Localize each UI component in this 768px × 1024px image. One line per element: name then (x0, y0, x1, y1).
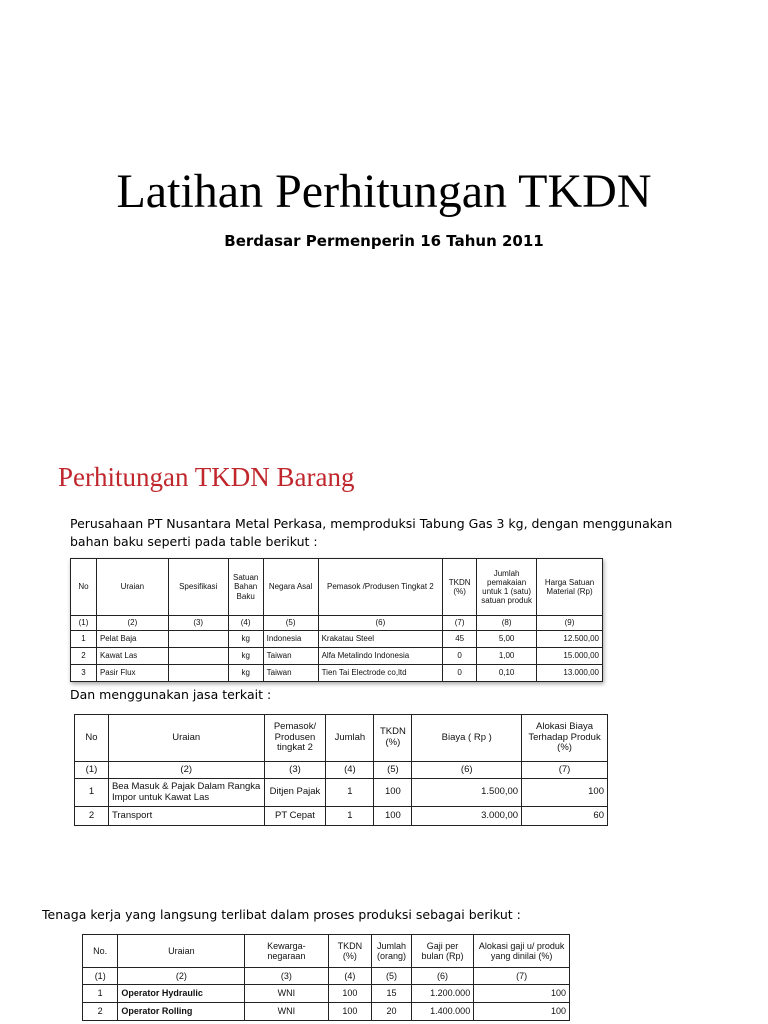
table-cell: 60 (522, 807, 608, 826)
table-cell: 1.400.000 (411, 1003, 473, 1021)
table-cell: Taiwan (263, 648, 318, 665)
table-cell: 1 (326, 779, 374, 807)
table-number-cell: (6) (318, 616, 443, 631)
table-number-cell: (1) (75, 762, 109, 779)
table-cell: 1.500,00 (412, 779, 522, 807)
table-number-cell: (2) (118, 968, 245, 985)
table-cell: WNI (245, 985, 328, 1003)
table-header-cell: Gaji per bulan (Rp) (411, 935, 473, 968)
table-cell: 100 (474, 1003, 570, 1021)
table-header-cell: No (75, 715, 109, 762)
section-title: Perhitungan TKDN Barang (58, 462, 355, 492)
page-subtitle: Berdasar Permenperin 16 Tahun 2011 (224, 232, 544, 250)
table-cell: 1 (326, 807, 374, 826)
table-number-cell: (7) (522, 762, 608, 779)
table-row (71, 631, 603, 648)
table-number-cell: (8) (477, 616, 537, 631)
table-number-cell: (4) (228, 616, 263, 631)
services-intro: Dan menggunakan jasa terkait : (70, 687, 272, 702)
table-header-cell: No (71, 559, 97, 616)
table-header-cell: TKDN (%) (443, 559, 477, 616)
table-row (75, 807, 608, 826)
table-row (71, 665, 603, 682)
table-cell: 15 (372, 985, 412, 1003)
table-cell: Bea Masuk & Pajak Dalam Rangka Impor untuk Kawat Las (108, 779, 264, 807)
table-number-cell: (6) (411, 968, 473, 985)
table-numbering-row (83, 968, 570, 985)
intro-paragraph (70, 515, 672, 551)
table-cell (168, 665, 228, 682)
labor-table (82, 934, 570, 1021)
table-row (75, 779, 608, 807)
table-cell: Pasir Flux (96, 665, 168, 682)
table-number-cell: (1) (83, 968, 118, 985)
table-cell: 1 (71, 631, 97, 648)
table-header-cell: Jumlah pemakaian untuk 1 (satu) satuan produk (477, 559, 537, 616)
table-cell: kg (228, 648, 263, 665)
table-header-cell: Pemasok /Produsen Tingkat 2 (318, 559, 443, 616)
table-header-row (83, 935, 570, 968)
table-header-cell: No. (83, 935, 118, 968)
table-cell: 100 (328, 1003, 372, 1021)
table-numbering-row (71, 616, 603, 631)
raw-material-table (70, 558, 603, 682)
table-number-cell: (9) (537, 616, 603, 631)
table-row (83, 985, 570, 1003)
table-cell: kg (228, 631, 263, 648)
table-row (83, 1003, 570, 1021)
table-number-cell: (7) (443, 616, 477, 631)
table-cell: 3 (71, 665, 97, 682)
table-cell: 15.000,00 (537, 648, 603, 665)
intro-line-1: Perusahaan PT Nusantara Metal Perkasa, memproduksi Tabung Gas 3 kg, dengan menggunakan (70, 516, 673, 531)
table-header-cell: Biaya ( Rp ) (412, 715, 522, 762)
table-header-cell: Kewarga-negaraan (245, 935, 328, 968)
page-title: Latihan Perhitungan TKDN (116, 165, 652, 218)
table-number-cell: (2) (108, 762, 264, 779)
table-cell: 100 (328, 985, 372, 1003)
table-cell: 0,10 (477, 665, 537, 682)
table-cell: 2 (75, 807, 109, 826)
table-number-cell: (5) (263, 616, 318, 631)
table-cell: 0 (443, 648, 477, 665)
table-cell: 1 (83, 985, 118, 1003)
table-number-cell: (2) (96, 616, 168, 631)
table-header-cell: Pemasok/ Produsen tingkat 2 (264, 715, 326, 762)
table-header-cell: Alokasi Biaya Terhadap Produk (%) (522, 715, 608, 762)
table-header-cell: Spesifikasi (168, 559, 228, 616)
table-header-cell: Harga Satuan Material (Rp) (537, 559, 603, 616)
table-header-cell: Uraian (118, 935, 245, 968)
table-cell: kg (228, 665, 263, 682)
table-cell: 100 (374, 807, 412, 826)
table-header-cell: TKDN (%) (374, 715, 412, 762)
table-cell (168, 631, 228, 648)
table-numbering-row (75, 762, 608, 779)
table-cell: 0 (443, 665, 477, 682)
table-cell: 100 (522, 779, 608, 807)
table-cell: Transport (108, 807, 264, 826)
table-cell: Pelat Baja (96, 631, 168, 648)
table-cell: Kawat Las (96, 648, 168, 665)
table-cell: Operator Rolling (118, 1003, 245, 1021)
table-number-cell: (4) (328, 968, 372, 985)
table-header-cell: Negara Asal (263, 559, 318, 616)
table-cell: 1,00 (477, 648, 537, 665)
labor-intro: Tenaga kerja yang langsung terlibat dalam proses produksi sebagai berikut : (42, 907, 521, 922)
table-number-cell: (1) (71, 616, 97, 631)
intro-line-2: bahan baku seperti pada table berikut : (70, 534, 318, 549)
table-number-cell: (3) (264, 762, 326, 779)
table-header-row (75, 715, 608, 762)
services-table (74, 714, 608, 826)
table-header-cell: Satuan Bahan Baku (228, 559, 263, 616)
table-number-cell: (5) (372, 968, 412, 985)
table-header-cell: Jumlah (326, 715, 374, 762)
table-number-cell: (7) (474, 968, 570, 985)
table-cell: 3.000,00 (412, 807, 522, 826)
table-cell: 2 (71, 648, 97, 665)
table-cell: 1 (75, 779, 109, 807)
table-cell: 12.500,00 (537, 631, 603, 648)
table-cell: Tien Tai Electrode co,ltd (318, 665, 443, 682)
table-header-cell: Uraian (108, 715, 264, 762)
table-cell: PT Cepat (264, 807, 326, 826)
table-number-cell: (3) (168, 616, 228, 631)
table-cell (168, 648, 228, 665)
table-cell: 100 (374, 779, 412, 807)
table-cell: 45 (443, 631, 477, 648)
table-number-cell: (3) (245, 968, 328, 985)
table-header-cell: Jumlah (orang) (372, 935, 412, 968)
table-number-cell: (6) (412, 762, 522, 779)
table-cell: 20 (372, 1003, 412, 1021)
table-cell: 2 (83, 1003, 118, 1021)
table-number-cell: (5) (374, 762, 412, 779)
table-cell: 100 (474, 985, 570, 1003)
table-number-cell: (4) (326, 762, 374, 779)
table-header-cell: TKDN (%) (328, 935, 372, 968)
table-cell: 13.000,00 (537, 665, 603, 682)
table-header-cell: Alokasi gaji u/ produk yang dinilai (%) (474, 935, 570, 968)
table-header-cell: Uraian (96, 559, 168, 616)
table-cell: 5,00 (477, 631, 537, 648)
table-cell: Ditjen Pajak (264, 779, 326, 807)
table-cell: Operator Hydraulic (118, 985, 245, 1003)
table-cell: Indonesia (263, 631, 318, 648)
table-cell: Krakatau Steel (318, 631, 443, 648)
table-cell: Alfa Metalindo Indonesia (318, 648, 443, 665)
table-cell: 1.200.000 (411, 985, 473, 1003)
table-header-row (71, 559, 603, 616)
table-cell: WNI (245, 1003, 328, 1021)
table-cell: Taiwan (263, 665, 318, 682)
table-row (71, 648, 603, 665)
